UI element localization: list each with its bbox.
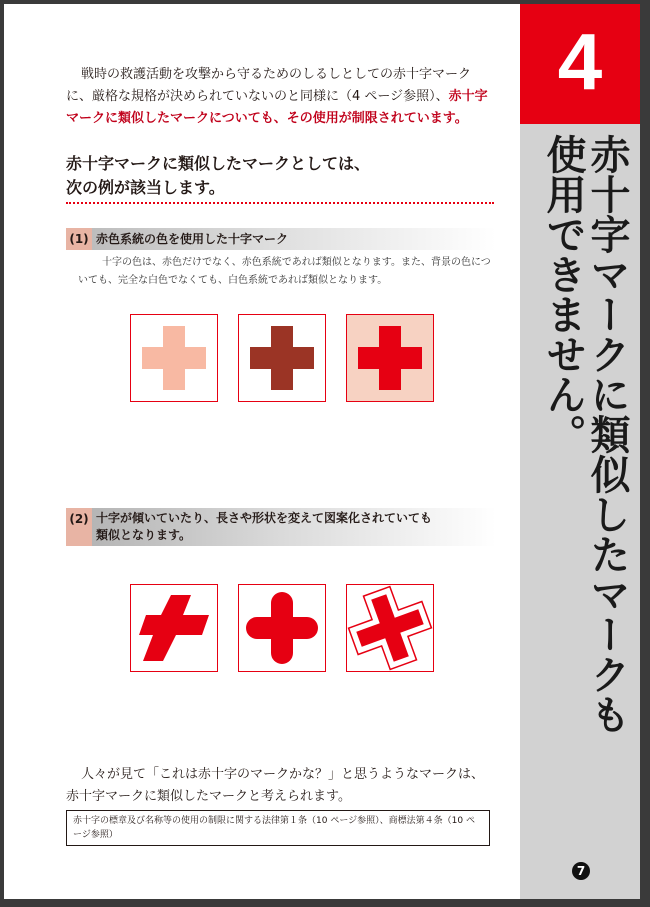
- document-page: [4, 4, 640, 899]
- pale-cross-icon: [131, 315, 217, 401]
- intro-paragraph: [66, 64, 496, 130]
- section2-header: [66, 508, 496, 546]
- slanted-cross-mark: [130, 584, 218, 672]
- section1-body-text: 十字の色は、赤色だけでなく、赤色系統であれば類似となります。また、背景の色についても、完全な白色でなくても、白色系統であれば類似となります。: [78, 257, 491, 286]
- section2-number: (2): [66, 508, 92, 546]
- section1-header: [66, 228, 496, 250]
- chapter-sidebar: [520, 4, 640, 899]
- intro-emphasis: 赤十字マークに類似したマークについても、その使用が制限されています。: [66, 89, 488, 126]
- conclusion-paragraph: [66, 764, 496, 808]
- conclusion-text: 人々が見て「これは赤十字のマークかな？」と思うようなマークは、赤十字マークに類似したマークと考えられます。: [66, 767, 485, 804]
- dotted-divider: [66, 202, 494, 204]
- chapter-number: 4: [557, 17, 603, 106]
- legal-reference-box: 赤十字の標章及び名称等の使用の制限に関する法律第１条（10 ページ参照）、商標法第４条（10 ページ参照）: [66, 810, 490, 846]
- section2-label-line1: 十字が傾いていたり、長さや形状を変えて図案化されていても: [96, 511, 433, 525]
- brown-cross-mark: [238, 314, 326, 402]
- red-cross-icon: [347, 315, 433, 401]
- intro-text: 戦時の救護活動を攻撃から守るためのしるしとしての赤十字マークに、厳格な規格が決められていないのと同様に（4 ページ参照）、: [66, 67, 472, 104]
- section2-label: [96, 510, 476, 544]
- subheading: [66, 152, 496, 200]
- subheading-line1: 赤十字マークに類似したマークとしては、: [66, 154, 371, 173]
- pale-cross-mark: [130, 314, 218, 402]
- section1-body: [78, 254, 498, 290]
- rounded-cross-mark: [238, 584, 326, 672]
- chapter-number-box: [520, 4, 640, 124]
- section1-label: 赤色系統の色を使用した十字マーク: [96, 232, 289, 246]
- brown-cross-icon: [239, 315, 325, 401]
- red-cross-on-pale-background-mark: [346, 314, 434, 402]
- rounded-cross-icon: [239, 585, 325, 671]
- section1-number: (1): [66, 228, 92, 250]
- page-number: 7: [572, 862, 590, 880]
- slanted-cross-icon: [131, 585, 217, 671]
- tilted-outlined-cross-mark: [346, 584, 434, 672]
- chapter-title-line1: 赤十字マークに類似したマークも: [584, 134, 630, 734]
- subheading-line2: 次の例が該当します。: [66, 178, 225, 197]
- section2-label-line2: 類似となります。: [96, 528, 192, 542]
- tilted-outlined-cross-icon: [347, 585, 433, 671]
- chapter-title-line2: 使用できません。: [540, 134, 586, 454]
